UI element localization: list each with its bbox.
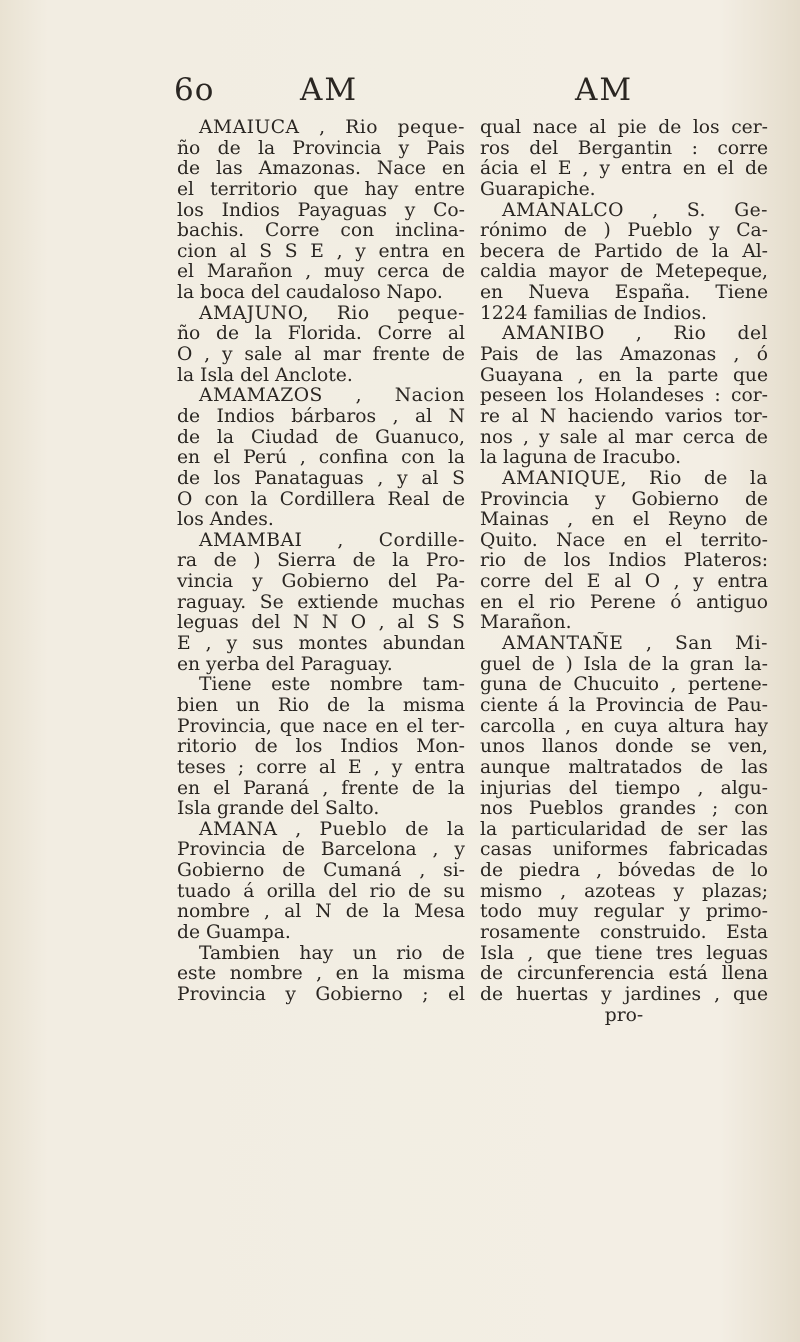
entry-amamazos-line: AMAMAZOS , Nacion	[199, 385, 465, 407]
text-line: Mainas , en el Reyno de	[480, 509, 768, 531]
text-line: la laguna de Iracubo.	[480, 447, 682, 469]
text-line: bien un Rio de la misma	[177, 694, 465, 716]
text-line: tuado á orilla del rio de su	[177, 880, 465, 902]
text-line: unos llanos donde se ven,	[480, 736, 768, 758]
entry-amana-line: AMANA , Pueblo de la	[199, 818, 465, 840]
text-line: peseen los Holandeses : cor-	[480, 385, 768, 407]
text-line: nos Pueblos grandes ; con	[480, 798, 768, 820]
text-line: en el rio Perene ó antiguo	[480, 591, 768, 613]
text-line: Pais de las Amazonas , ó	[480, 344, 768, 366]
text-line: rónimo de ) Pueblo y Ca-	[480, 220, 768, 242]
text-line: E , y sus montes abundan	[177, 633, 465, 655]
text-line: qual nace al pie de los cer-	[480, 117, 768, 138]
text-line: re al N haciendo varios tor-	[480, 405, 768, 427]
catchword: pro-	[604, 1004, 644, 1026]
text-line: la Isla del Anclote.	[177, 364, 353, 386]
text-line: Tiene este nombre tam-	[199, 674, 465, 696]
text-line: rio de los Indios Plateros:	[480, 550, 768, 572]
text-line: ácia el E , y entra en el de	[480, 158, 768, 180]
entry-amanalco-line: AMANALCO , S. Ge-	[502, 199, 768, 221]
text-line: 1224 familias de Indios.	[480, 302, 707, 324]
text-line: Isla grande del Salto.	[177, 798, 380, 820]
text-line: Quito. Nace en el territo-	[480, 529, 768, 551]
text-line: de piedra , bóvedas de lo	[480, 860, 768, 882]
entry-amantane-line: AMANTAÑE , San Mi-	[502, 633, 768, 655]
entry-amanique-line: AMANIQUE, Rio de la	[502, 467, 768, 489]
text-line: el Marañon , muy cerca de	[177, 261, 465, 283]
text-line: vincia y Gobierno del Pa-	[177, 571, 465, 593]
text-line: ño de la Provincia y Pais	[177, 137, 465, 159]
text-line: Guayana , en la parte que	[480, 364, 768, 386]
text-line: guel de ) Isla de la gran la-	[480, 653, 768, 675]
right-column	[480, 118, 768, 1026]
text-line: bachis. Corre con inclina-	[177, 220, 465, 242]
text-line: de huertas y jardines , que	[480, 983, 768, 1005]
text-line: ros del Bergantin : corre	[480, 137, 768, 159]
text-line: corre del E al O , y entra	[480, 571, 768, 593]
text-line: aunque maltratados de las	[480, 756, 768, 778]
entry-amaiuca-line: AMAIUCA , Rio peque-	[199, 117, 465, 138]
text-line: los Andes.	[177, 509, 274, 531]
text-line: Tambien hay un rio de	[199, 942, 465, 964]
entry-amambai-line: AMAMBAI , Cordille-	[199, 529, 465, 551]
text-line: la boca del caudaloso Napo.	[177, 282, 443, 304]
text-line: en el Paraná , frente de la	[177, 777, 465, 799]
text-line: Isla , que tiene tres leguas	[480, 942, 768, 964]
text-line: ño de la Florida. Corre al	[177, 323, 465, 345]
text-line: en Nueva España. Tiene	[480, 282, 768, 304]
text-line: de los Panataguas , y al S	[177, 467, 465, 489]
text-line: nos , y sale al mar cerca de	[480, 426, 768, 448]
text-line: nombre , al N de la Mesa	[177, 901, 465, 923]
text-line: O con la Cordillera Real de	[177, 488, 465, 510]
entry-amajuno-line: AMAJUNO, Rio peque-	[199, 302, 465, 324]
text-line: de Indios bárbaros , al N	[177, 405, 465, 427]
right-running-head: AM	[575, 72, 634, 108]
text-line: los Indios Payaguas y Co-	[177, 199, 465, 221]
text-line: Provincia y Gobierno ; el	[177, 983, 465, 1005]
text-line: el territorio que hay entre	[177, 178, 465, 200]
text-line: Provincia de Barcelona , y	[177, 839, 465, 861]
text-line: de las Amazonas. Nace en	[177, 158, 465, 180]
text-line: ritorio de los Indios Mon-	[177, 736, 465, 758]
text-line: Gobierno de Cumaná , si-	[177, 860, 465, 882]
text-line: en el Perú , confina con la	[177, 447, 465, 469]
text-line: carcolla , en cuya altura hay	[480, 715, 768, 737]
text-line: caldia mayor de Metepeque,	[480, 261, 768, 283]
text-line: cion al S S E , y entra en	[177, 240, 465, 262]
text-line: mismo , azoteas y plazas;	[480, 880, 768, 902]
text-line: de Guampa.	[177, 921, 291, 943]
text-line: en yerba del Paraguay.	[177, 653, 393, 675]
text-line: casas uniformes fabricadas	[480, 839, 768, 861]
text-line: Provincia y Gobierno de	[480, 488, 768, 510]
text-line: ra de ) Sierra de la Pro-	[177, 550, 465, 572]
text-line: Marañon.	[480, 612, 572, 634]
text-line: becera de Partido de la Al-	[480, 240, 768, 262]
page-number: 6o	[174, 72, 215, 108]
text-line: Provincia, que nace en el ter-	[177, 715, 465, 737]
left-running-head: AM	[300, 72, 359, 108]
text-line: O , y sale al mar frente de	[177, 344, 465, 366]
entry-amanibo-line: AMANIBO , Rio del	[502, 323, 768, 345]
text-line: raguay. Se extiende muchas	[177, 591, 465, 613]
left-column	[177, 118, 465, 1006]
text-line: de circunferencia está llena	[480, 963, 768, 985]
text-line: teses ; corre al E , y entra	[177, 756, 465, 778]
text-line: rosamente construido. Esta	[480, 921, 768, 943]
text-line: guna de Chucuito , pertene-	[480, 674, 768, 696]
text-line: Guarapiche.	[480, 178, 596, 200]
text-line: este nombre , en la misma	[177, 963, 465, 985]
running-header	[0, 70, 800, 110]
text-line: ciente á la Provincia de Pau-	[480, 694, 768, 716]
text-line: leguas del N N O , al S S	[177, 612, 465, 634]
text-line: de la Ciudad de Guanuco,	[177, 426, 465, 448]
text-line: la particularidad de ser las	[480, 818, 768, 840]
text-line: injurias del tiempo , algu-	[480, 777, 768, 799]
text-line: todo muy regular y primo-	[480, 901, 768, 923]
